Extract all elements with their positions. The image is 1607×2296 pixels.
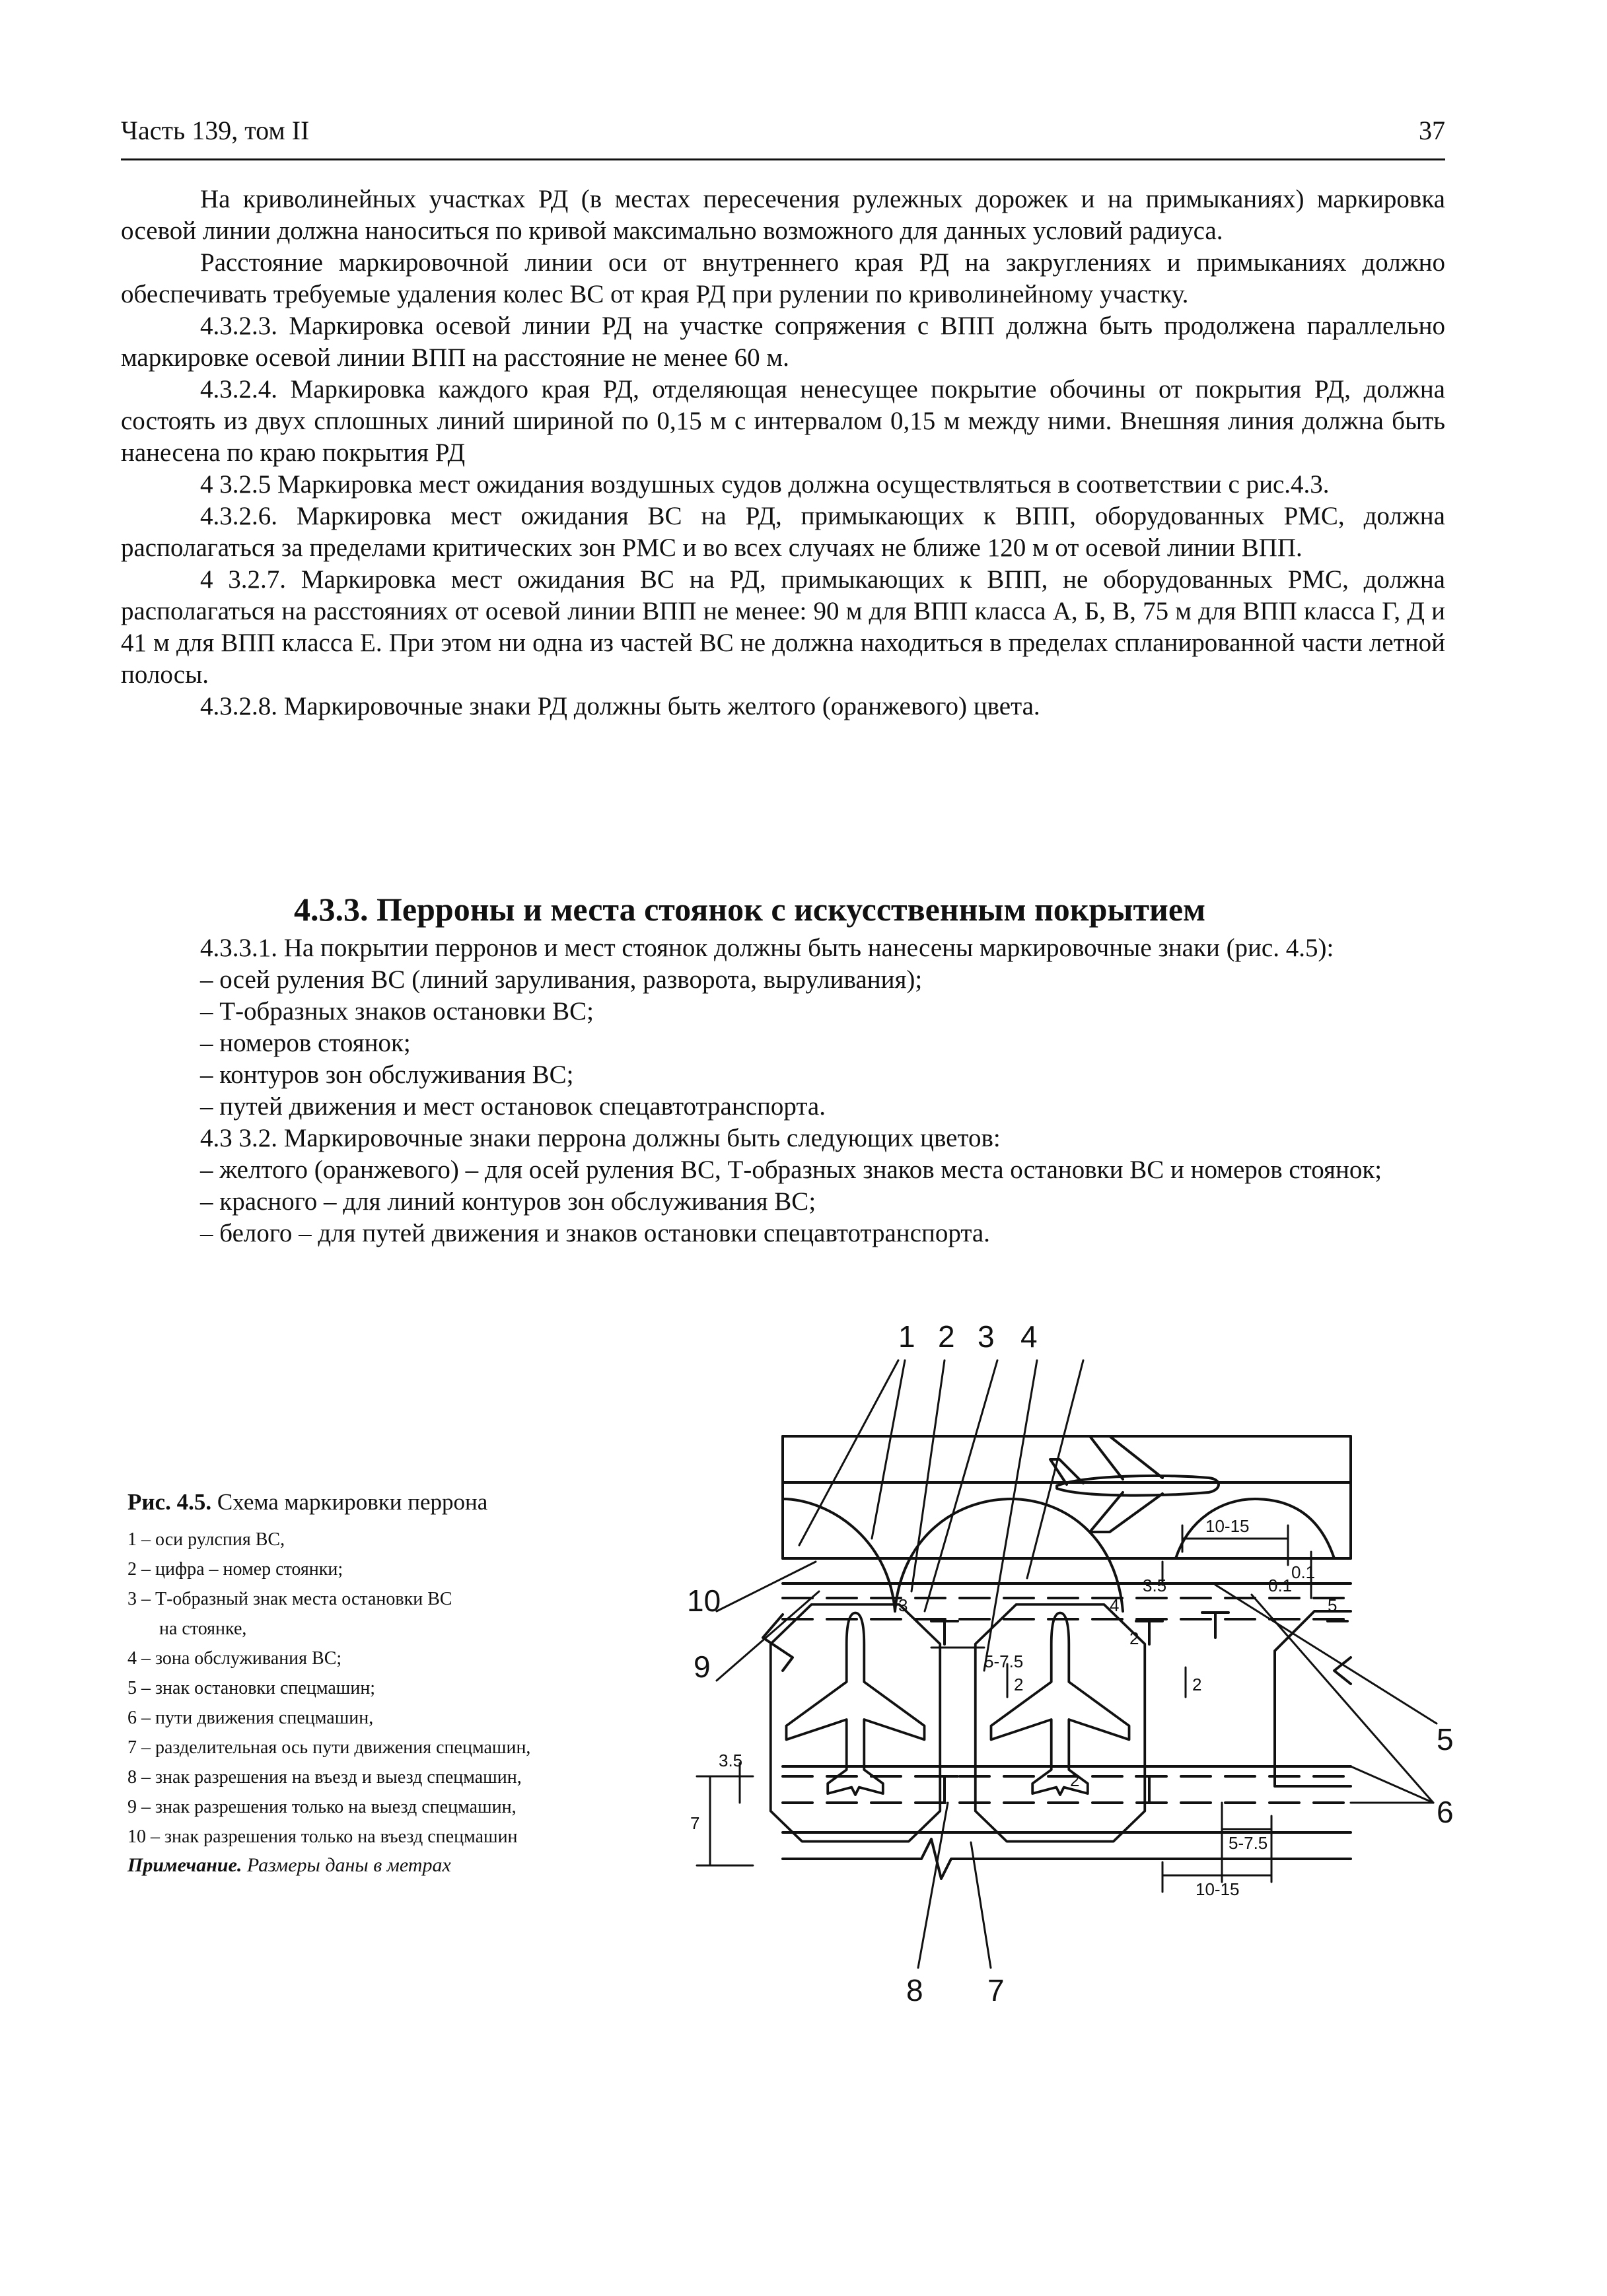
dim-5-7.5-a: 5-7.5: [984, 1652, 1024, 1671]
note-text: Размеры даны в метрах: [246, 1854, 451, 1876]
caption-prefix: Рис. 4.5.: [127, 1489, 212, 1515]
leader-lines: [717, 1360, 1437, 1968]
section-body: [121, 932, 1445, 1249]
dim-7: 7: [690, 1813, 700, 1833]
callout-6: 6: [1437, 1795, 1454, 1829]
dim-3.5-a: 3.5: [719, 1751, 743, 1770]
legend-item: 4 – зона обслуживания ВС;: [127, 1648, 342, 1669]
legend-item: 2 – цифра – номер стоянки;: [127, 1559, 343, 1580]
apron-marking-diagram: [661, 1301, 1486, 2060]
stand-number-3: 3: [898, 1595, 908, 1615]
paragraph: 4.3.2.6. Маркировка мест ожидания ВС на РД, примыкающих к ВПП, оборудованных РМС, должна располагаться за пределами критических зон РМС и во всех случаях не ближе 120 м от осевой линии ВПП.: [121, 502, 1445, 562]
legend-item: 10 – знак разрешения только на въезд спецмашин: [127, 1826, 518, 1847]
callout-10: 10: [687, 1583, 721, 1618]
paragraph: 4.3.2.8. Маркировочные знаки РД должны быть желтого (оранжевого) цвета.: [200, 692, 1040, 720]
legend-item: 8 – знак разрешения на въезд и выезд спецмашин,: [127, 1767, 522, 1788]
callout-1: 1: [898, 1319, 915, 1354]
figure-caption: [127, 1489, 676, 1896]
paragraph: 4 3.2.7. Маркировка мест ожидания ВС на РД, примыкающих к ВПП, не оборудованных РМС, должна располагаться на расстояниях от осевой линии ВПП не менее: 90 м для ВПП класса А, Б, В, 75 м для ВПП класса Г, Д и 41 м для ВПП класса Е. При этом ни одна из частей ВС не должна находиться в пределах спланированной части летной полосы.: [121, 565, 1445, 689]
apron-top-boundary: [783, 1436, 1351, 1558]
caption-note: [127, 1854, 676, 1877]
list-item: – осей руления ВС (линий заруливания, разворота, выруливания);: [200, 965, 923, 994]
callout-8: 8: [906, 1973, 923, 2007]
airplane-top: [1050, 1436, 1219, 1532]
list-item: – Т-образных знаков остановки ВС;: [200, 997, 594, 1026]
service-zones: [771, 1605, 1351, 1842]
paragraph: Расстояние маркировочной линии оси от внутреннего края РД на закруглениях и примыканиях должно обеспечивать требуемые удаления колес ВС от края РД при рулении по криволинейному участку.: [121, 248, 1445, 308]
callout-labels: [687, 1319, 1454, 2007]
paragraph: 4.3.2.3. Маркировка осевой линии РД на участке сопряжения с ВПП должна быть продолжена параллельно маркировке осевой линии ВПП на расстояние не менее 60 м.: [121, 312, 1445, 372]
dim-2-d: 2: [1070, 1770, 1080, 1790]
dim-2-c: 2: [1129, 1628, 1139, 1648]
paragraph: На криволинейных участках РД (в местах пересечения рулежных дорожек и на примыканиях) маркировка осевой линии должна наноситься по кривой максимально возможного для данных условий радиуса.: [121, 185, 1445, 245]
callout-3: 3: [978, 1319, 995, 1354]
caption-title: [127, 1489, 676, 1515]
legend-item: 9 – знак разрешения только на выезд спецмашин,: [127, 1797, 517, 1817]
callout-7: 7: [987, 1973, 1005, 2007]
paragraph: 4.3.2.4. Маркировка каждого края РД, отделяющая ненесущее покрытие обочины от покрытия РД, должна состоять из двух сплошных линий шириной по 0,15 м с интервалом 0,15 м между ними. Внешняя линия должна быть нанесена по краю покрытия РД: [121, 375, 1445, 467]
dim-2-b: 2: [1192, 1675, 1202, 1694]
caption-text: Схема маркировки перрона: [217, 1489, 488, 1515]
callout-4: 4: [1020, 1319, 1038, 1354]
section-heading: 4.3.3. Перроны и места стоянок с искусственным покрытием: [294, 891, 1206, 928]
legend-item: на стоянке,: [159, 1618, 247, 1639]
callout-5: 5: [1437, 1722, 1454, 1757]
legend-item: 3 – Т-образный знак места остановки ВС: [127, 1589, 452, 1609]
list-item: – путей движения и мест остановок спецавтотранспорта.: [200, 1092, 826, 1121]
note-label: Примечание.: [127, 1854, 242, 1876]
running-header: Часть 139, том II: [121, 116, 310, 145]
dimension-lines: [697, 1525, 1311, 1892]
list-item: – желтого (оранжевого) – для осей руления ВС, Т-образных знаков места остановки ВС и номеров стоянок;: [200, 1156, 1382, 1184]
apron-lines: [783, 1558, 1351, 1832]
legend-item: 5 – знак остановки спецмашин;: [127, 1678, 376, 1698]
list-item: – белого – для путей движения и знаков остановки спецавтотранспорта.: [200, 1219, 990, 1247]
paragraph: 4.3 3.2. Маркировочные знаки перрона должны быть следующих цветов:: [200, 1124, 1001, 1152]
paragraph: 4 3.2.5 Маркировка мест ожидания воздушных судов должна осуществляться в соответствии с рис.4.3.: [200, 470, 1330, 499]
dim-10-15-top: 10-15: [1205, 1516, 1250, 1536]
page-header: [121, 112, 1445, 160]
legend-item: 1 – оси рулспия ВС,: [127, 1529, 285, 1550]
body-text: [121, 184, 1445, 722]
list-item: – красного – для линий контуров зон обслуживания ВС;: [200, 1187, 816, 1216]
stand-number-5: 5: [1328, 1595, 1338, 1615]
dim-0.1-b: 0.1: [1268, 1576, 1293, 1595]
list-item: – номеров стоянок;: [200, 1029, 411, 1057]
list-item: – контуров зон обслуживания ВС;: [200, 1061, 574, 1089]
page-number: 37: [1419, 116, 1445, 145]
dim-3.5-b: 3.5: [1143, 1576, 1167, 1595]
legend-item: 6 – пути движения спецмашин,: [127, 1708, 374, 1728]
dim-0.1-a: 0.1: [1291, 1562, 1316, 1582]
legend-item: 7 – разделительная ось пути движения спецмашин,: [127, 1737, 531, 1758]
callout-9: 9: [694, 1650, 711, 1684]
paragraph: 4.3.3.1. На покрытии перронов и мест стоянок должны быть нанесены маркировочные знаки (рис. 4.5):: [200, 934, 1334, 962]
dim-10-15-bottom: 10-15: [1196, 1879, 1240, 1899]
callout-2: 2: [938, 1319, 955, 1354]
dim-2-a: 2: [1014, 1675, 1024, 1694]
stand-number-4: 4: [1110, 1595, 1120, 1615]
dim-5-7.5-b: 5-7.5: [1229, 1833, 1268, 1853]
